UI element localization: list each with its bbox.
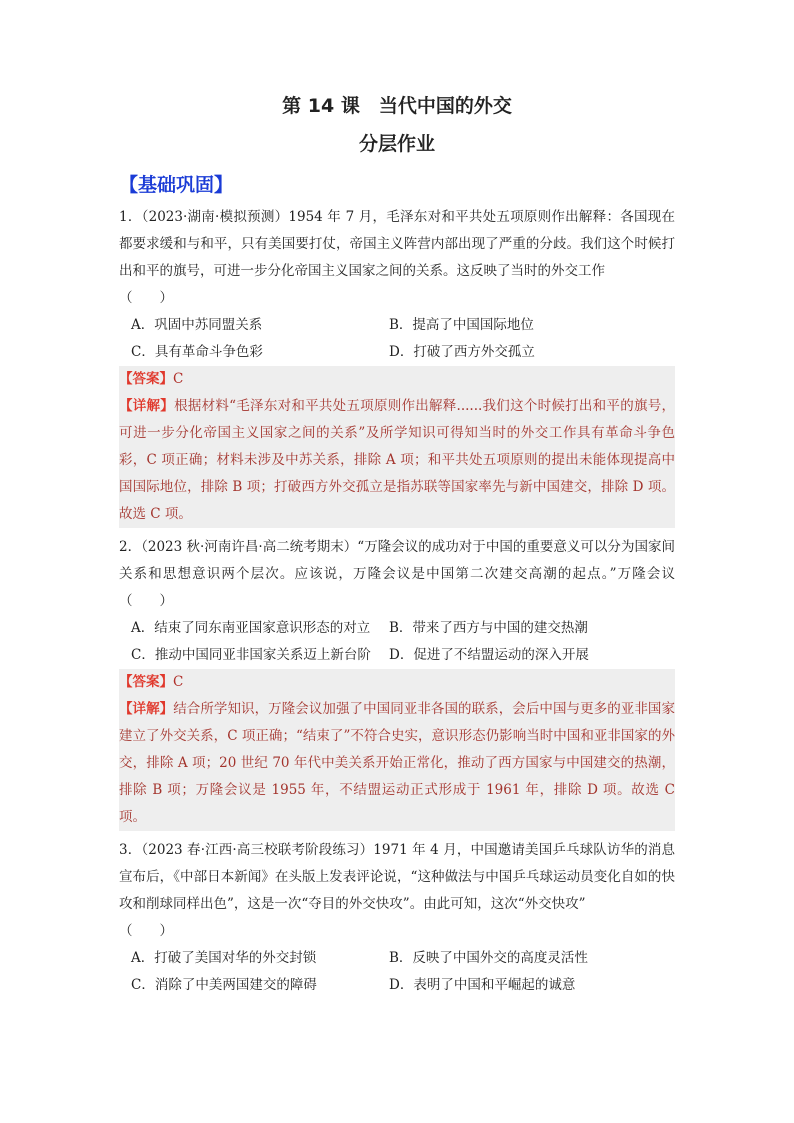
lesson-title: 第 14 课 当代中国的外交 [282, 95, 512, 117]
question-2 [119, 534, 675, 831]
answer-label: 【答案】 [119, 371, 173, 387]
question-stem: 3．（2023 春·江西·高三校联考阶段练习）1971 年 4 月，中国邀请美国乒乓球队访华的消息宣布后，《中部日本新闻》在头版上发表评论说，“这种做法与中国乒乓球运动员变化自如的快攻和削球同样出色”，这是一次“夺目的外交快攻”。由此可知，这次“外交快攻” [119, 842, 675, 912]
answer-bracket: （ ） [119, 923, 173, 939]
option-b: B．带来了西方与中国的建交热潮 [389, 620, 588, 636]
explanation-label: 【详解】 [119, 398, 175, 414]
option-list [119, 615, 675, 669]
option-d: D．打破了西方外交孤立 [389, 344, 535, 360]
document-page [119, 92, 675, 999]
option-c: C．具有革命斗争色彩 [131, 344, 263, 360]
section-heading: 【基础巩固】 [119, 174, 234, 196]
question-stem: 2．（2023 秋·河南许昌·高二统考期末）“万隆会议的成功对于中国的重要意义可以分为国家间关系和思想意识两个层次。应该说，万隆会议是中国第二次建交高潮的起点。”万隆会议（ ） [119, 539, 675, 609]
option-list [119, 312, 675, 366]
answer-value: C [173, 674, 184, 690]
question-stem: 1．（2023·湖南·模拟预测）1954 年 7 月，毛泽东对和平共处五项原则作出解释：各国现在都要求缓和与和平，只有美国要打仗，帝国主义阵营内部出现了严重的分歧。我们这个时候打出和平的旗号，可进一步分化帝国主义国家之间的关系。这反映了当时的外交工作 [119, 209, 675, 279]
option-a: A．结束了同东南亚国家意识形态的对立 [131, 620, 371, 636]
explanation-text: 根据材料“毛泽东对和平共处五项原则作出解释......我们这个时候打出和平的旗号，可进一步分化帝国主义国家之间的关系”及所学知识可得知当时的外交工作具有革命斗争色彩，C 项正确；材料未涉及中苏关系，排除 A 项；和平共处五项原则的提出未能体现提高中国国际地位，排除 B 项；打破西方外交孤立是指苏联等国家率先与新中国建交，排除 D 项。故选 C 项。 [119, 398, 675, 522]
answer-line [119, 669, 675, 696]
option-b: B．提高了中国国际地位 [389, 317, 534, 333]
option-c: C．消除了中美两国建交的障碍 [131, 977, 317, 993]
option-b: B．反映了中国外交的高度灵活性 [389, 950, 588, 966]
answer-bracket: （ ） [119, 290, 173, 306]
option-list [119, 945, 675, 999]
explanation-text: 结合所学知识，万隆会议加强了中国同亚非各国的联系，会后中国与更多的亚非国家建立了外交关系，C 项正确；“结束了”不符合史实，意识形态仍影响当时中国和亚非国家的外交，排除 A 项；20 世纪 70 年代中美关系开始正常化，推动了西方国家与中国建交的热潮，排除 B 项；万隆会议是 1955 年，不结盟运动正式形成于 1961 年，排除 D 项。故选 C 项。 [119, 701, 675, 825]
lesson-subtitle: 分层作业 [358, 133, 435, 155]
answer-value: C [173, 371, 184, 387]
explanation [119, 393, 675, 528]
explanation [119, 696, 675, 831]
answer-label: 【答案】 [119, 674, 173, 690]
answer-line [119, 366, 675, 393]
question-1 [119, 204, 675, 528]
question-3 [119, 837, 675, 999]
option-a: A．巩固中苏同盟关系 [131, 317, 263, 333]
option-a: A．打破了美国对华的外交封锁 [131, 950, 317, 966]
option-c: C．推动中国同亚非国家关系迈上新台阶 [131, 647, 371, 663]
explanation-label: 【详解】 [119, 701, 174, 717]
option-d: D．表明了中国和平崛起的诚意 [389, 977, 576, 993]
option-d: D．促进了不结盟运动的深入开展 [389, 647, 589, 663]
